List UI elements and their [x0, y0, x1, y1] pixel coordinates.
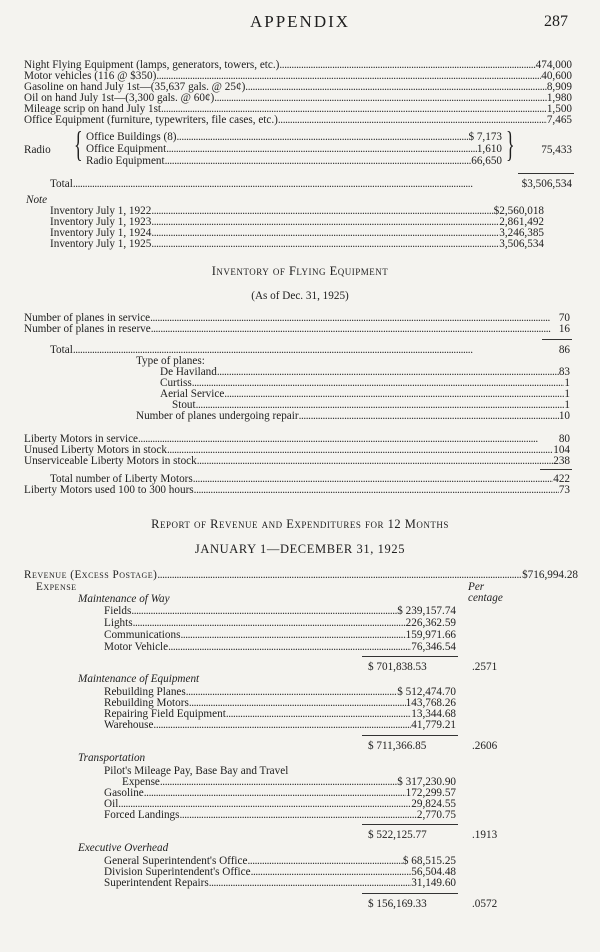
note-row: Inventory July 1, 1922 . . . $2,560,018	[50, 206, 544, 217]
repair-row: Number of planes undergoing repair . . . 10	[136, 411, 570, 422]
expense-row: Superintendent Repairs . . . 31,149.60	[104, 878, 456, 889]
expense-label: Expense	[36, 581, 77, 593]
radio-total: 75,433	[541, 144, 572, 156]
motors-row: Unused Liberty Motors in stock . . . 104	[24, 445, 570, 456]
percent-value: .2571	[472, 661, 498, 673]
expense-row: Gasoline . . . 172,299.57	[104, 788, 456, 799]
category-title: Transportation	[78, 752, 146, 764]
equipment-row: Gasoline on hand July 1st—(35,637 gals. @ 25¢) . . . 8,909	[24, 82, 572, 93]
note-label: Note	[26, 194, 48, 206]
subtotal-rule	[362, 824, 458, 825]
expense-row: Division Superintendent's Office . . . 56,504.48	[104, 867, 456, 878]
motors-used-row: Liberty Motors used 100 to 300 hours . . . 73	[24, 485, 570, 496]
report-title: Report of Revenue and Expenditures for 12 Months	[151, 517, 449, 531]
revenue-row: Revenue (Excess Postage) . . . $716,994.28	[24, 570, 578, 581]
percent-value: .2606	[472, 740, 498, 752]
note-row: Inventory July 1, 1924 . . . 3,246,385	[50, 228, 544, 239]
expense-row: Motor Vehicle . . . 76,346.54	[104, 642, 456, 653]
report-period: JANUARY 1—DECEMBER 31, 1925	[194, 542, 406, 556]
motors-row: Unserviceable Liberty Motors in stock . . . 238	[24, 456, 570, 467]
expense-row: Forced Landings . . . 2,770.75	[104, 810, 456, 821]
subtotal-value: $ 522,125.77	[368, 829, 427, 841]
per-centage-header: Per centage	[468, 581, 503, 604]
expense-row: Oil . . . 29,824.55	[104, 799, 456, 810]
percent-value: .1913	[472, 829, 498, 841]
subtotal-rule	[362, 893, 458, 894]
section-subtitle: (As of Dec. 31, 1925)	[251, 290, 349, 302]
types-label: Type of planes:	[136, 355, 205, 367]
subtotal-value: $ 701,838.53	[368, 661, 427, 673]
expense-row: Expense . . . $ 317,230.90	[122, 777, 456, 788]
motors-row: Liberty Motors in service . . . 80	[24, 434, 570, 445]
expense-row: Rebuilding Planes . . . $ 512,474.70	[104, 687, 456, 698]
expense-row: Fields . . . $ 239,157.74	[104, 606, 456, 617]
equipment-row: Motor vehicles (116 @ $350) . . . 40,600	[24, 71, 572, 82]
page-number: 287	[544, 13, 568, 30]
expense-row: General Superintendent's Office . . . $ 68,515.25	[104, 856, 456, 867]
equipment-row: Oil on hand July 1st—(3,300 gals. @ 60¢) . . . 1,980	[24, 93, 572, 104]
category-title: Maintenance of Equipment	[78, 673, 200, 685]
expense-row: Warehouse . . . 41,779.21	[104, 720, 456, 731]
header-title: APPENDIX	[249, 12, 351, 31]
left-brace: {	[74, 124, 83, 164]
motors-total-row: Total number of Liberty Motors . . . 422	[50, 474, 570, 485]
radio-row: Office Buildings (8) . . . $ 7,173	[86, 132, 502, 143]
planes-row: Number of planes in service . . . 70	[24, 313, 570, 324]
radio-row: Radio Equipment . . . 66,650	[86, 156, 502, 167]
equipment-row: Mileage scrip on hand July 1st . . . 1,500	[24, 104, 572, 115]
expense-row: Lights . . . 226,362.59	[104, 618, 456, 629]
planes-row: Number of planes in reserve . . . 16	[24, 324, 570, 335]
grand-total-row: Total . . . $3,506,534	[50, 179, 572, 190]
equipment-row: Office Equipment (furniture, typewriters, file cases, etc.) . . . 7,465	[24, 115, 572, 126]
equipment-row: Night Flying Equipment (lamps, generators, towers, etc.) . . . 474,000	[24, 60, 572, 71]
expense-label-line: Pilot's Mileage Pay, Base Bay and Travel	[104, 765, 289, 777]
expense-row: Repairing Field Equipment . . . 13,344.68	[104, 709, 456, 720]
note-row: Inventory July 1, 1923 . . . 2,861,492	[50, 217, 544, 228]
subtotal-rule	[362, 656, 458, 657]
radio-label: Radio	[24, 144, 51, 156]
subtotal-rule	[362, 735, 458, 736]
note-row: Inventory July 1, 1925 . . . 3,506,534	[50, 239, 544, 250]
total-rule	[540, 469, 572, 470]
expense-row: Communications . . . 159,971.66	[104, 630, 456, 641]
expense-row: Rebuilding Motors . . . 143,768.26	[104, 698, 456, 709]
radio-row: Office Equipment . . . 1,610	[86, 144, 502, 155]
subtotal-value: $ 711,366.85	[368, 740, 427, 752]
percent-value: .0572	[472, 898, 498, 910]
subtotal-value: $ 156,169.33	[368, 898, 427, 910]
plane-type-row: Stout . . . 1	[172, 400, 570, 411]
planes-total-row: Total . . . 86	[50, 345, 570, 356]
plane-type-row: Curtiss . . . 1	[160, 378, 570, 389]
plane-type-row: Aerial Service . . . 1	[160, 389, 570, 400]
category-title: Maintenance of Way	[78, 593, 170, 605]
category-title: Executive Overhead	[78, 842, 169, 854]
page-header	[0, 12, 600, 38]
total-rule	[518, 173, 574, 174]
section-title: Inventory of Flying Equipment	[211, 264, 389, 278]
right-brace: }	[506, 124, 515, 164]
total-rule	[542, 339, 572, 340]
plane-type-row: De Haviland . . . 83	[160, 367, 570, 378]
